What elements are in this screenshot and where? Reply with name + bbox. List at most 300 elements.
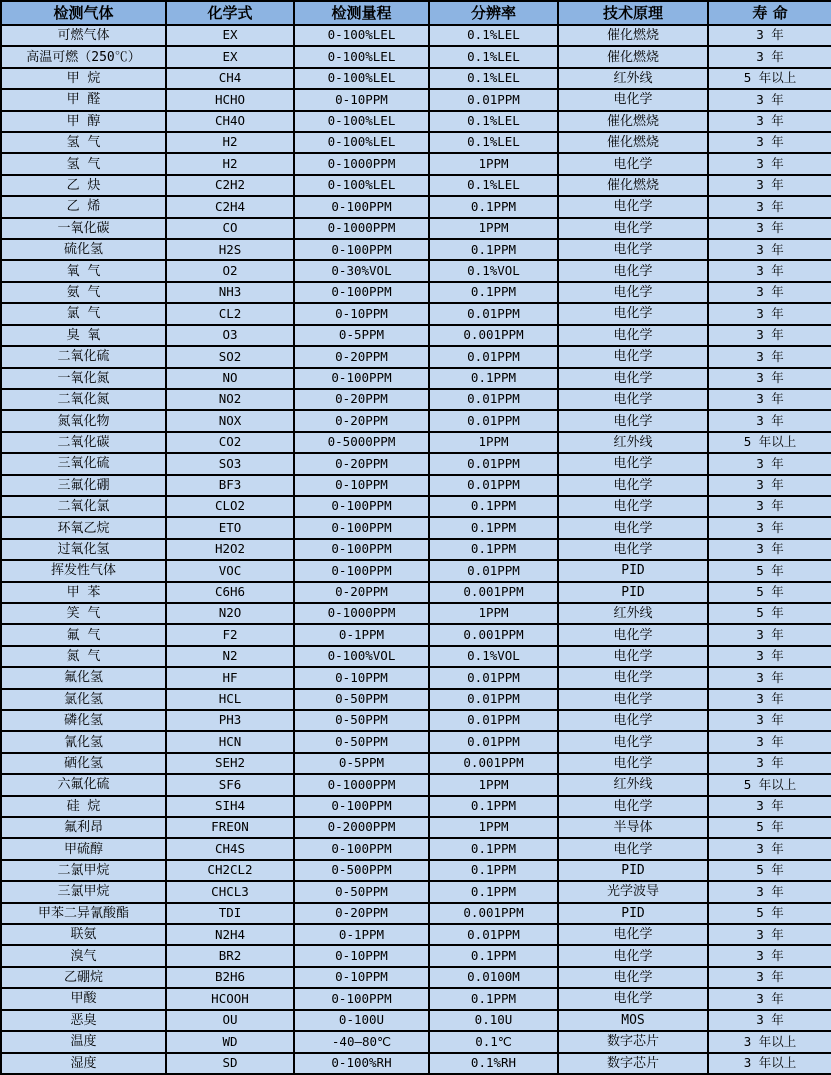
- formula-cell: CO2: [166, 432, 294, 453]
- resolution-cell: 0.1%LEL: [429, 132, 558, 153]
- gas-name-cell: 臭 氧: [1, 325, 166, 346]
- gas-name-cell: 氢 气: [1, 132, 166, 153]
- formula-cell: NO2: [166, 389, 294, 410]
- range-cell: 0-10PPM: [294, 667, 429, 688]
- principle-cell: 红外线: [558, 603, 708, 624]
- resolution-cell: 0.01PPM: [429, 560, 558, 581]
- resolution-cell: 0.01PPM: [429, 389, 558, 410]
- range-cell: 0-50PPM: [294, 881, 429, 902]
- resolution-cell: 1PPM: [429, 603, 558, 624]
- resolution-cell: 0.1℃: [429, 1031, 558, 1052]
- gas-name-cell: 可燃气体: [1, 25, 166, 46]
- table-row: [1, 239, 831, 260]
- table-row: [1, 517, 831, 538]
- gas-name-cell: 甲苯二异氰酸酯: [1, 903, 166, 924]
- gas-name-cell: 氧 气: [1, 260, 166, 281]
- table-row: [1, 731, 831, 752]
- range-cell: 0-20PPM: [294, 389, 429, 410]
- gas-name-cell: 二氧化碳: [1, 432, 166, 453]
- lifespan-cell: 3 年: [708, 111, 831, 132]
- range-cell: 0-20PPM: [294, 346, 429, 367]
- formula-cell: B2H6: [166, 967, 294, 988]
- gas-name-cell: 二氧化氯: [1, 496, 166, 517]
- formula-cell: SEH2: [166, 753, 294, 774]
- lifespan-cell: 3 年: [708, 25, 831, 46]
- range-cell: 0-1000PPM: [294, 153, 429, 174]
- table-row: [1, 817, 831, 838]
- formula-cell: CL2: [166, 303, 294, 324]
- range-cell: 0-20PPM: [294, 582, 429, 603]
- column-header-formula: 化学式: [166, 1, 294, 25]
- table-row: [1, 303, 831, 324]
- resolution-cell: 0.1PPM: [429, 239, 558, 260]
- range-cell: 0-5PPM: [294, 325, 429, 346]
- gas-name-cell: 一氧化氮: [1, 368, 166, 389]
- range-cell: 0-100PPM: [294, 988, 429, 1009]
- table-row: [1, 796, 831, 817]
- resolution-cell: 1PPM: [429, 774, 558, 795]
- formula-cell: CLO2: [166, 496, 294, 517]
- gas-name-cell: 环氧乙烷: [1, 517, 166, 538]
- principle-cell: 电化学: [558, 710, 708, 731]
- gas-name-cell: 二氯甲烷: [1, 860, 166, 881]
- lifespan-cell: 5 年: [708, 817, 831, 838]
- table-row: [1, 153, 831, 174]
- lifespan-cell: 3 年: [708, 453, 831, 474]
- gas-name-cell: 三氯甲烷: [1, 881, 166, 902]
- formula-cell: O3: [166, 325, 294, 346]
- principle-cell: 电化学: [558, 539, 708, 560]
- range-cell: 0-100%LEL: [294, 68, 429, 89]
- range-cell: 0-10PPM: [294, 945, 429, 966]
- principle-cell: 光学波导: [558, 881, 708, 902]
- range-cell: 0-1PPM: [294, 924, 429, 945]
- gas-name-cell: 硒化氢: [1, 753, 166, 774]
- lifespan-cell: 3 年: [708, 132, 831, 153]
- resolution-cell: 0.01PPM: [429, 667, 558, 688]
- resolution-cell: 0.1PPM: [429, 988, 558, 1009]
- gas-name-cell: 过氧化氢: [1, 539, 166, 560]
- lifespan-cell: 5 年: [708, 903, 831, 924]
- table-row: [1, 1010, 831, 1031]
- table-row: [1, 196, 831, 217]
- lifespan-cell: 3 年: [708, 260, 831, 281]
- range-cell: 0-100PPM: [294, 796, 429, 817]
- resolution-cell: 0.1PPM: [429, 881, 558, 902]
- gas-name-cell: 三氟化硼: [1, 475, 166, 496]
- range-cell: 0-100PPM: [294, 838, 429, 859]
- formula-cell: VOC: [166, 560, 294, 581]
- lifespan-cell: 3 年: [708, 624, 831, 645]
- table-row: [1, 903, 831, 924]
- resolution-cell: 0.1PPM: [429, 517, 558, 538]
- table-row: [1, 667, 831, 688]
- gas-name-cell: 笑 气: [1, 603, 166, 624]
- table-row: [1, 389, 831, 410]
- formula-cell: EX: [166, 25, 294, 46]
- gas-name-cell: 六氟化硫: [1, 774, 166, 795]
- lifespan-cell: 3 年: [708, 646, 831, 667]
- lifespan-cell: 3 年: [708, 496, 831, 517]
- range-cell: 0-100PPM: [294, 196, 429, 217]
- range-cell: 0-20PPM: [294, 903, 429, 924]
- principle-cell: 电化学: [558, 967, 708, 988]
- formula-cell: H2: [166, 153, 294, 174]
- formula-cell: N2H4: [166, 924, 294, 945]
- gas-name-cell: 溴气: [1, 945, 166, 966]
- range-cell: 0-50PPM: [294, 710, 429, 731]
- table-row: [1, 967, 831, 988]
- table-header: [1, 1, 831, 25]
- range-cell: 0-100%VOL: [294, 646, 429, 667]
- table-row: [1, 774, 831, 795]
- principle-cell: 电化学: [558, 496, 708, 517]
- principle-cell: 红外线: [558, 432, 708, 453]
- lifespan-cell: 3 年: [708, 517, 831, 538]
- range-cell: 0-100PPM: [294, 368, 429, 389]
- gas-name-cell: 甲硫醇: [1, 838, 166, 859]
- principle-cell: 电化学: [558, 325, 708, 346]
- principle-cell: 电化学: [558, 368, 708, 389]
- principle-cell: 电化学: [558, 239, 708, 260]
- table-row: [1, 881, 831, 902]
- gas-name-cell: 乙 烯: [1, 196, 166, 217]
- range-cell: 0-100%LEL: [294, 175, 429, 196]
- formula-cell: HCHO: [166, 89, 294, 110]
- table-row: [1, 453, 831, 474]
- formula-cell: O2: [166, 260, 294, 281]
- gas-name-cell: 甲酸: [1, 988, 166, 1009]
- range-cell: 0-50PPM: [294, 689, 429, 710]
- formula-cell: CH4O: [166, 111, 294, 132]
- resolution-cell: 0.001PPM: [429, 582, 558, 603]
- principle-cell: 催化燃烧: [558, 46, 708, 67]
- principle-cell: 电化学: [558, 218, 708, 239]
- gas-name-cell: 氟 气: [1, 624, 166, 645]
- table-row: [1, 560, 831, 581]
- formula-cell: EX: [166, 46, 294, 67]
- formula-cell: SO3: [166, 453, 294, 474]
- gas-name-cell: 甲 苯: [1, 582, 166, 603]
- principle-cell: 数字芯片: [558, 1031, 708, 1052]
- range-cell: 0-100PPM: [294, 539, 429, 560]
- formula-cell: CH4S: [166, 838, 294, 859]
- range-cell: 0-10PPM: [294, 303, 429, 324]
- table-row: [1, 860, 831, 881]
- lifespan-cell: 3 年: [708, 967, 831, 988]
- gas-name-cell: 氢 气: [1, 153, 166, 174]
- principle-cell: 电化学: [558, 410, 708, 431]
- resolution-cell: 0.1PPM: [429, 945, 558, 966]
- table-row: [1, 46, 831, 67]
- principle-cell: 电化学: [558, 453, 708, 474]
- range-cell: 0-100%RH: [294, 1053, 429, 1075]
- principle-cell: 催化燃烧: [558, 132, 708, 153]
- resolution-cell: 1PPM: [429, 817, 558, 838]
- range-cell: 0-500PPM: [294, 860, 429, 881]
- gas-name-cell: 氯化氢: [1, 689, 166, 710]
- lifespan-cell: 3 年: [708, 46, 831, 67]
- formula-cell: C6H6: [166, 582, 294, 603]
- resolution-cell: 0.01PPM: [429, 689, 558, 710]
- formula-cell: CHCL3: [166, 881, 294, 902]
- lifespan-cell: 3 年: [708, 346, 831, 367]
- resolution-cell: 0.01PPM: [429, 303, 558, 324]
- principle-cell: 催化燃烧: [558, 25, 708, 46]
- table-body: [1, 25, 831, 1074]
- table-row: [1, 646, 831, 667]
- resolution-cell: 0.10U: [429, 1010, 558, 1031]
- range-cell: 0-100PPM: [294, 282, 429, 303]
- formula-cell: HCOOH: [166, 988, 294, 1009]
- table-row: [1, 710, 831, 731]
- formula-cell: BF3: [166, 475, 294, 496]
- range-cell: 0-100%LEL: [294, 111, 429, 132]
- resolution-cell: 0.01PPM: [429, 475, 558, 496]
- formula-cell: C2H2: [166, 175, 294, 196]
- gas-name-cell: 氮 气: [1, 646, 166, 667]
- table-row: [1, 25, 831, 46]
- formula-cell: CH2CL2: [166, 860, 294, 881]
- resolution-cell: 0.01PPM: [429, 924, 558, 945]
- table-row: [1, 89, 831, 110]
- principle-cell: 电化学: [558, 646, 708, 667]
- table-row: [1, 945, 831, 966]
- range-cell: 0-10PPM: [294, 475, 429, 496]
- lifespan-cell: 3 年: [708, 945, 831, 966]
- lifespan-cell: 3 年: [708, 689, 831, 710]
- lifespan-cell: 3 年: [708, 753, 831, 774]
- resolution-cell: 0.001PPM: [429, 325, 558, 346]
- principle-cell: PID: [558, 560, 708, 581]
- table-row: [1, 539, 831, 560]
- lifespan-cell: 3 年以上: [708, 1031, 831, 1052]
- formula-cell: CH4: [166, 68, 294, 89]
- formula-cell: N2O: [166, 603, 294, 624]
- range-cell: 0-5000PPM: [294, 432, 429, 453]
- table-row: [1, 1053, 831, 1075]
- lifespan-cell: 5 年: [708, 582, 831, 603]
- principle-cell: 电化学: [558, 689, 708, 710]
- principle-cell: 电化学: [558, 667, 708, 688]
- principle-cell: 电化学: [558, 303, 708, 324]
- gas-name-cell: 氯 气: [1, 303, 166, 324]
- table-row: [1, 175, 831, 196]
- range-cell: 0-100%LEL: [294, 46, 429, 67]
- range-cell: 0-100PPM: [294, 560, 429, 581]
- principle-cell: 电化学: [558, 475, 708, 496]
- formula-cell: HCL: [166, 689, 294, 710]
- principle-cell: 电化学: [558, 988, 708, 1009]
- gas-name-cell: 磷化氢: [1, 710, 166, 731]
- gas-name-cell: 甲 醇: [1, 111, 166, 132]
- principle-cell: 催化燃烧: [558, 175, 708, 196]
- gas-name-cell: 乙 炔: [1, 175, 166, 196]
- table-row: [1, 475, 831, 496]
- range-cell: 0-100PPM: [294, 239, 429, 260]
- resolution-cell: 0.1PPM: [429, 539, 558, 560]
- lifespan-cell: 3 年: [708, 175, 831, 196]
- table-row: [1, 689, 831, 710]
- resolution-cell: 0.01PPM: [429, 731, 558, 752]
- formula-cell: SIH4: [166, 796, 294, 817]
- range-cell: 0-100PPM: [294, 496, 429, 517]
- lifespan-cell: 3 年: [708, 731, 831, 752]
- formula-cell: N2: [166, 646, 294, 667]
- lifespan-cell: 3 年: [708, 389, 831, 410]
- resolution-cell: 0.1PPM: [429, 282, 558, 303]
- range-cell: 0-20PPM: [294, 453, 429, 474]
- range-cell: 0-10PPM: [294, 89, 429, 110]
- table-row: [1, 132, 831, 153]
- table-row: [1, 582, 831, 603]
- range-cell: 0-1PPM: [294, 624, 429, 645]
- principle-cell: 电化学: [558, 389, 708, 410]
- formula-cell: C2H4: [166, 196, 294, 217]
- gas-name-cell: 甲 醛: [1, 89, 166, 110]
- table-row: [1, 432, 831, 453]
- formula-cell: NOX: [166, 410, 294, 431]
- resolution-cell: 0.0100M: [429, 967, 558, 988]
- principle-cell: 电化学: [558, 796, 708, 817]
- table-row: [1, 496, 831, 517]
- table-row: [1, 410, 831, 431]
- lifespan-cell: 3 年: [708, 924, 831, 945]
- lifespan-cell: 3 年: [708, 667, 831, 688]
- lifespan-cell: 3 年: [708, 196, 831, 217]
- range-cell: -40—80℃: [294, 1031, 429, 1052]
- header-row: [1, 1, 831, 25]
- formula-cell: FREON: [166, 817, 294, 838]
- lifespan-cell: 3 年: [708, 838, 831, 859]
- formula-cell: H2S: [166, 239, 294, 260]
- column-header-gas: 检测气体: [1, 1, 166, 25]
- lifespan-cell: 3 年: [708, 282, 831, 303]
- lifespan-cell: 5 年以上: [708, 432, 831, 453]
- principle-cell: 电化学: [558, 196, 708, 217]
- resolution-cell: 0.1PPM: [429, 838, 558, 859]
- resolution-cell: 0.001PPM: [429, 903, 558, 924]
- lifespan-cell: 3 年: [708, 368, 831, 389]
- gas-name-cell: 高温可燃（250℃）: [1, 46, 166, 67]
- resolution-cell: 0.1PPM: [429, 368, 558, 389]
- principle-cell: 电化学: [558, 260, 708, 281]
- resolution-cell: 0.1%LEL: [429, 111, 558, 132]
- range-cell: 0-20PPM: [294, 410, 429, 431]
- formula-cell: NO: [166, 368, 294, 389]
- lifespan-cell: 5 年: [708, 860, 831, 881]
- gas-name-cell: 氮氧化物: [1, 410, 166, 431]
- lifespan-cell: 3 年: [708, 410, 831, 431]
- range-cell: 0-50PPM: [294, 731, 429, 752]
- table-row: [1, 924, 831, 945]
- resolution-cell: 0.01PPM: [429, 89, 558, 110]
- formula-cell: NH3: [166, 282, 294, 303]
- range-cell: 0-30%VOL: [294, 260, 429, 281]
- table-row: [1, 368, 831, 389]
- gas-name-cell: 一氧化碳: [1, 218, 166, 239]
- formula-cell: BR2: [166, 945, 294, 966]
- lifespan-cell: 5 年: [708, 560, 831, 581]
- table-row: [1, 624, 831, 645]
- resolution-cell: 0.1%LEL: [429, 175, 558, 196]
- table-row: [1, 988, 831, 1009]
- lifespan-cell: 3 年: [708, 539, 831, 560]
- resolution-cell: 0.001PPM: [429, 753, 558, 774]
- resolution-cell: 0.1%LEL: [429, 46, 558, 67]
- table-row: [1, 282, 831, 303]
- lifespan-cell: 3 年: [708, 325, 831, 346]
- resolution-cell: 0.1PPM: [429, 796, 558, 817]
- lifespan-cell: 3 年: [708, 710, 831, 731]
- formula-cell: SF6: [166, 774, 294, 795]
- lifespan-cell: 3 年: [708, 89, 831, 110]
- principle-cell: 电化学: [558, 838, 708, 859]
- formula-cell: HF: [166, 667, 294, 688]
- table-row: [1, 111, 831, 132]
- principle-cell: 电化学: [558, 282, 708, 303]
- principle-cell: 红外线: [558, 774, 708, 795]
- range-cell: 0-1000PPM: [294, 218, 429, 239]
- gas-name-cell: 氟利昂: [1, 817, 166, 838]
- table-row: [1, 260, 831, 281]
- gas-name-cell: 挥发性气体: [1, 560, 166, 581]
- table-row: [1, 325, 831, 346]
- range-cell: 0-1000PPM: [294, 603, 429, 624]
- formula-cell: H2: [166, 132, 294, 153]
- formula-cell: OU: [166, 1010, 294, 1031]
- range-cell: 0-100%LEL: [294, 25, 429, 46]
- formula-cell: ETO: [166, 517, 294, 538]
- gas-name-cell: 乙硼烷: [1, 967, 166, 988]
- lifespan-cell: 3 年: [708, 881, 831, 902]
- column-header-resolution: 分辨率: [429, 1, 558, 25]
- resolution-cell: 1PPM: [429, 432, 558, 453]
- range-cell: 0-10PPM: [294, 967, 429, 988]
- principle-cell: 半导体: [558, 817, 708, 838]
- formula-cell: F2: [166, 624, 294, 645]
- table-row: [1, 753, 831, 774]
- principle-cell: 数字芯片: [558, 1053, 708, 1075]
- lifespan-cell: 5 年以上: [708, 774, 831, 795]
- principle-cell: 催化燃烧: [558, 111, 708, 132]
- resolution-cell: 0.01PPM: [429, 710, 558, 731]
- resolution-cell: 0.1%LEL: [429, 68, 558, 89]
- resolution-cell: 0.1PPM: [429, 860, 558, 881]
- column-header-lifespan: 寿 命: [708, 1, 831, 25]
- gas-name-cell: 硫化氢: [1, 239, 166, 260]
- range-cell: 0-2000PPM: [294, 817, 429, 838]
- gas-name-cell: 二氧化硫: [1, 346, 166, 367]
- formula-cell: WD: [166, 1031, 294, 1052]
- formula-cell: CO: [166, 218, 294, 239]
- formula-cell: SD: [166, 1053, 294, 1075]
- resolution-cell: 0.1%RH: [429, 1053, 558, 1075]
- principle-cell: 电化学: [558, 346, 708, 367]
- principle-cell: 红外线: [558, 68, 708, 89]
- column-header-principle: 技术原理: [558, 1, 708, 25]
- gas-name-cell: 硅 烷: [1, 796, 166, 817]
- principle-cell: 电化学: [558, 153, 708, 174]
- table-row: [1, 68, 831, 89]
- formula-cell: TDI: [166, 903, 294, 924]
- lifespan-cell: 3 年以上: [708, 1053, 831, 1075]
- column-header-range: 检测量程: [294, 1, 429, 25]
- gas-name-cell: 氨 气: [1, 282, 166, 303]
- range-cell: 0-5PPM: [294, 753, 429, 774]
- table-row: [1, 346, 831, 367]
- formula-cell: HCN: [166, 731, 294, 752]
